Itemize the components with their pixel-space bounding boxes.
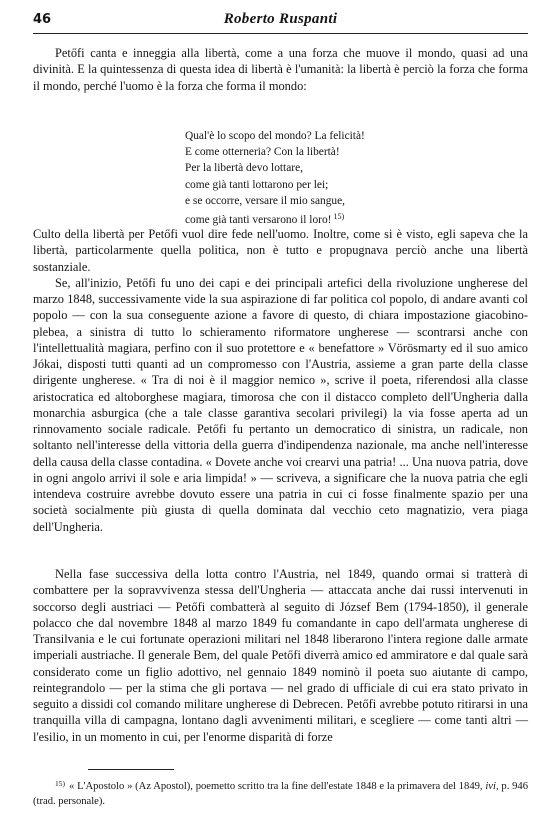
running-head-title: Roberto Ruspanti [223, 11, 338, 27]
paragraph-rivoluzione: Se, all'inizio, Petőfi fu uno dei capi e dei principali artefici della rivoluzione ungherese del marzo 1848, successivamente vide la sua aspirazione di far politica col popolo, di andare avanti col popolo — con la sua conseguente azione a favore di questo, di chiara impostazione giacobino-plebea, a sinistra di tutto lo schieramento riformatore ungherese — scontrarsi anche con l'intellettualità magiara, perfino con il suo protettore e « benefattore » Vörösmarty ed il suo amico Jókai, disposti tutti quanti ad un compromesso con l'Austria, assieme a gran parte della classe dirigente ungherese. « Tra di noi è il maggior nemico », scrive il poeta, riferendosi alla classe aristocratica ed altoborghese magiara, timorosa che con il distacco completo dell'Ungheria dalla monarchia asburgica (che a tale classe garantiva secolari privilegi) la via fosse aperta ad un rinnovamento sociale radicale. Petőfi fu pertanto un democratico di sinistra, un radicale, non soltanto nell'interesse della vittoria della guerra d'indipendenza nazionale, ma anche nell'interesse della causa della classe contadina. « Dovete anche voi crearvi una patria! ... Una nuova patria, dove in ogni angolo arrivi il sole e aria limpida! » — scriveva, a significare che la nuova patria che egli intendeva costruire avrebbe dovuto essere una patria in cui ci fosse finalmente spazio per una società socialmente più giusta di quella dominata dal vecchio ceto magnatizio, vera piaga dell'Ungheria. [33, 275, 528, 534]
poem-line: e se occorre, versare il mio sangue, [185, 194, 346, 207]
footnote-text-end: p. 946 (trad. personale). [33, 781, 528, 807]
paragraph-intro-block [33, 45, 528, 94]
paragraph-intro: Petőfi canta e inneggia alla libertà, come a una forza che muove il mondo, quasi ad una divinità. E la quintessenza di questa idea di libertà è l'umanità: la libertà è perciò la forza che forma il mondo, perché l'uomo è la forza che forma il mondo: [33, 46, 528, 93]
poem-line-text: come già tanti versarono il loro! [185, 214, 332, 227]
footnote-number: 15) [55, 779, 65, 788]
paragraph-fase-successiva: Nella fase successiva della lotta contro l'Austria, nel 1849, quando ormai si tratterà di combattere per la sopravvivenza stessa dell'Ungheria — attaccata anche dai russi intervenuti in soccorso degli austriaci — Petőfi combatterà al seguito di József Bem (1794-1850), il generale polacco che dal novembre 1848 al marzo 1849 fu comandante in capo dell'armata ungherese di Transilvania e le cui fortunate operazioni militari nel 1848 liberarono l'intera regione dalle armate imperiali austriache. Il generale Bem, del quale Petőfi diverrà amico ed ammiratore e dal quale sarà considerato come un figlio adottivo, nel gennaio 1849 nominò il poeta suo aiutante di campo, reintegrandolo — per la stima che gli portava — nel grado di ufficiale di cui era stato privato in seguito a dissidi col comando militare ungherese di Debrecen. Petőfi avrebbe potuto ritirarsi in una tranquilla villa di campagna, lontano dagli avvenimenti militari, e scegliere — come tanti altri — l'esilio, in un momento in cui, per l'enorme disparità di forze [33, 567, 528, 744]
footnote-reference[interactable]: 15) [333, 212, 345, 222]
poem-quotation [185, 128, 485, 228]
footnote-rule [88, 769, 174, 770]
footnote [33, 776, 528, 809]
poem-line: E come otterneria? Con la libertà! [185, 146, 340, 159]
page-number: 46 [33, 12, 52, 27]
paragraph-culto-block [33, 226, 528, 535]
footnote-text: « L'Apostolo » (Az Apostol), poemetto scritto tra la fine dell'estate 1848 e la primavera del 1849, [69, 781, 483, 792]
poem-line: come già tanti lottarono per lei; [185, 178, 329, 191]
header-rule [33, 33, 528, 34]
poem-line: Per la libertà devo lottare, [185, 162, 303, 175]
paragraph-culto: Culto della libertà per Petőfi vuol dire fede nell'uomo. Inoltre, come si è visto, egli sapeva che la libertà, particolarmente quella politica, non è tutto e propugnava perciò anche una libertà sostanziale. [33, 227, 528, 274]
footnote-italic: ivi, [485, 781, 499, 792]
running-head [33, 10, 528, 32]
paragraph-fase-block [33, 566, 528, 745]
poem-line: Qual'è lo scopo del mondo? La felicità! [185, 130, 365, 142]
